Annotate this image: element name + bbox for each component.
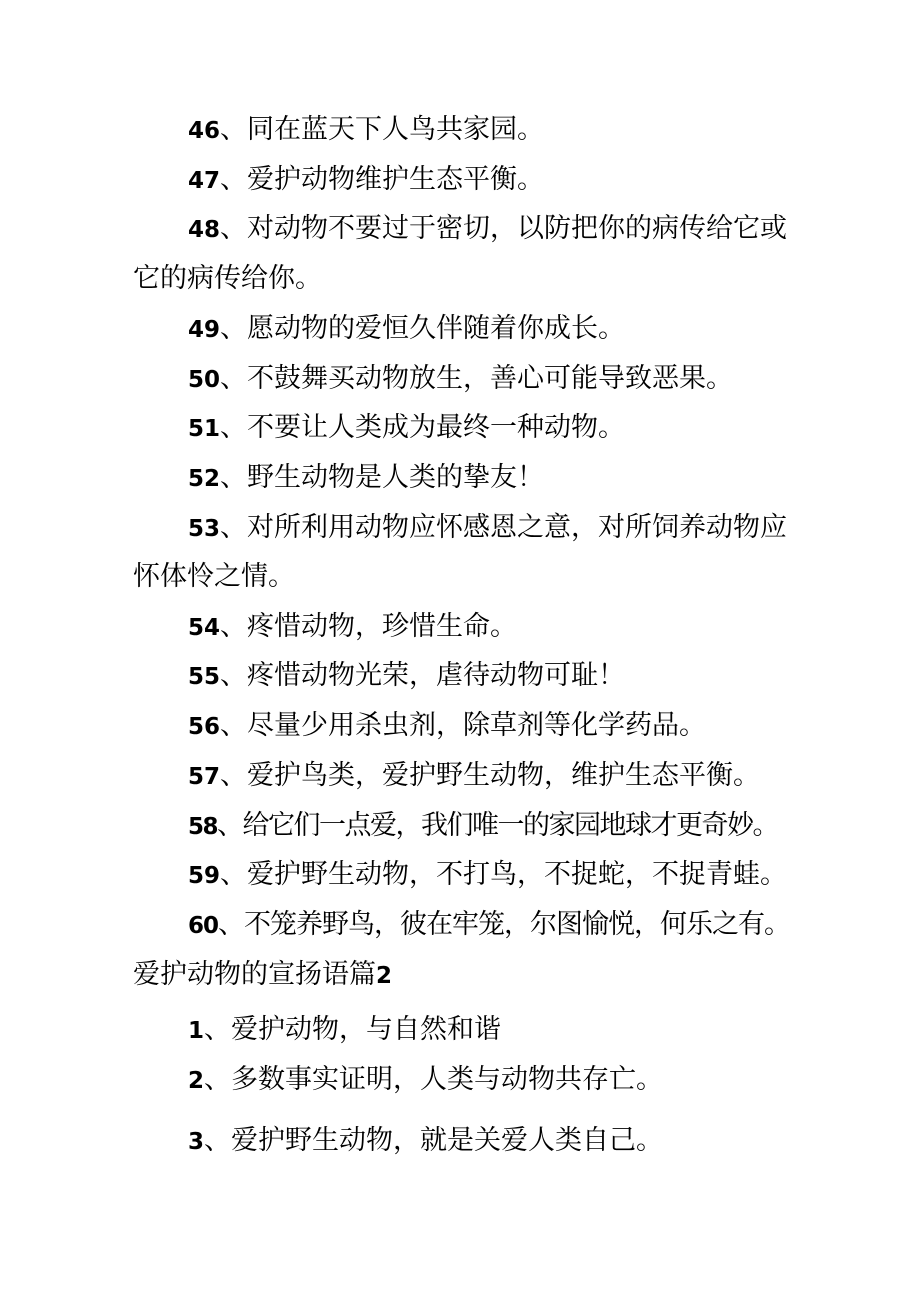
item-text: 、不鼓舞买动物放生，善心可能导致恶果。	[220, 363, 734, 394]
list-item	[188, 462, 544, 495]
list-item	[188, 660, 625, 693]
item-number: 50	[188, 367, 221, 393]
item-number: 48	[188, 217, 221, 243]
item-text: 、爱护动物维护生态平衡。	[220, 164, 545, 195]
item-number: 58	[188, 814, 218, 840]
list-item-continuation: 它的病传给你。	[133, 263, 322, 294]
item-number: 49	[188, 317, 221, 343]
item-text: 、同在蓝天下人鸟共家园。	[220, 114, 545, 145]
list-item	[188, 611, 517, 644]
item-text: 、野生动物是人类的挚友！	[220, 462, 545, 493]
section-title: 爱护动物的宣扬语篇	[133, 959, 376, 990]
item-text: 、爱护野生动物，就是关爱人类自己。	[204, 1125, 664, 1156]
item-number: 54	[188, 615, 221, 641]
item-text: 、尽量少用杀虫剂，除草剂等化学药品。	[220, 710, 707, 741]
item-text: 、爱护动物，与自然和谐	[204, 1014, 502, 1045]
item-number: 60	[188, 913, 219, 939]
list-item	[188, 363, 733, 396]
item-number: 51	[188, 416, 221, 442]
list-item-continuation: 怀体怜之情。	[133, 561, 295, 592]
item-text: 、给它们一点爱，我们唯一的家园地球才更奇妙。	[217, 810, 779, 841]
item-number: 3	[188, 1129, 205, 1155]
list-item	[188, 1125, 663, 1158]
item-number: 2	[188, 1068, 205, 1094]
list-item	[188, 114, 544, 147]
list-item	[188, 512, 787, 545]
item-text: 、疼惜动物，珍惜生命。	[220, 611, 518, 642]
list-item	[188, 909, 790, 942]
list-item	[188, 213, 787, 246]
list-item	[188, 164, 544, 197]
item-text: 、爱护野生动物，不打鸟，不捉蛇，不捉青蛙。	[220, 859, 788, 890]
item-number: 52	[188, 466, 221, 492]
item-text: 、多数事实证明，人类与动物共存亡。	[204, 1064, 664, 1095]
item-text: 、对所利用动物应怀感恩之意，对所饲养动物应	[220, 512, 788, 543]
item-number: 46	[188, 118, 221, 144]
item-text: 、对动物不要过于密切，以防把你的病传给它或	[220, 213, 788, 244]
item-text: 、不要让人类成为最终一种动物。	[220, 412, 626, 443]
item-text: 、疼惜动物光荣，虐待动物可耻！	[220, 660, 626, 691]
item-text: 、不笼养野鸟，彼在牢笼，尔图愉悦，何乐之有。	[218, 909, 791, 940]
list-item	[188, 412, 625, 445]
section-heading	[133, 959, 392, 992]
list-item	[188, 1064, 663, 1097]
section-number: 2	[376, 963, 393, 989]
item-number: 55	[188, 664, 221, 690]
item-number: 56	[188, 714, 221, 740]
item-number: 53	[188, 516, 221, 542]
item-number: 59	[188, 863, 221, 889]
list-item	[188, 859, 787, 892]
item-text: 、愿动物的爱恒久伴随着你成长。	[220, 313, 626, 344]
item-number: 1	[188, 1018, 205, 1044]
list-item	[188, 810, 778, 843]
list-item	[188, 710, 706, 743]
list-item	[188, 760, 760, 793]
list-item	[188, 313, 625, 346]
item-text: 、爱护鸟类，爱护野生动物，维护生态平衡。	[220, 760, 761, 791]
item-number: 57	[188, 764, 221, 790]
item-number: 47	[188, 168, 221, 194]
list-item	[188, 1014, 501, 1047]
